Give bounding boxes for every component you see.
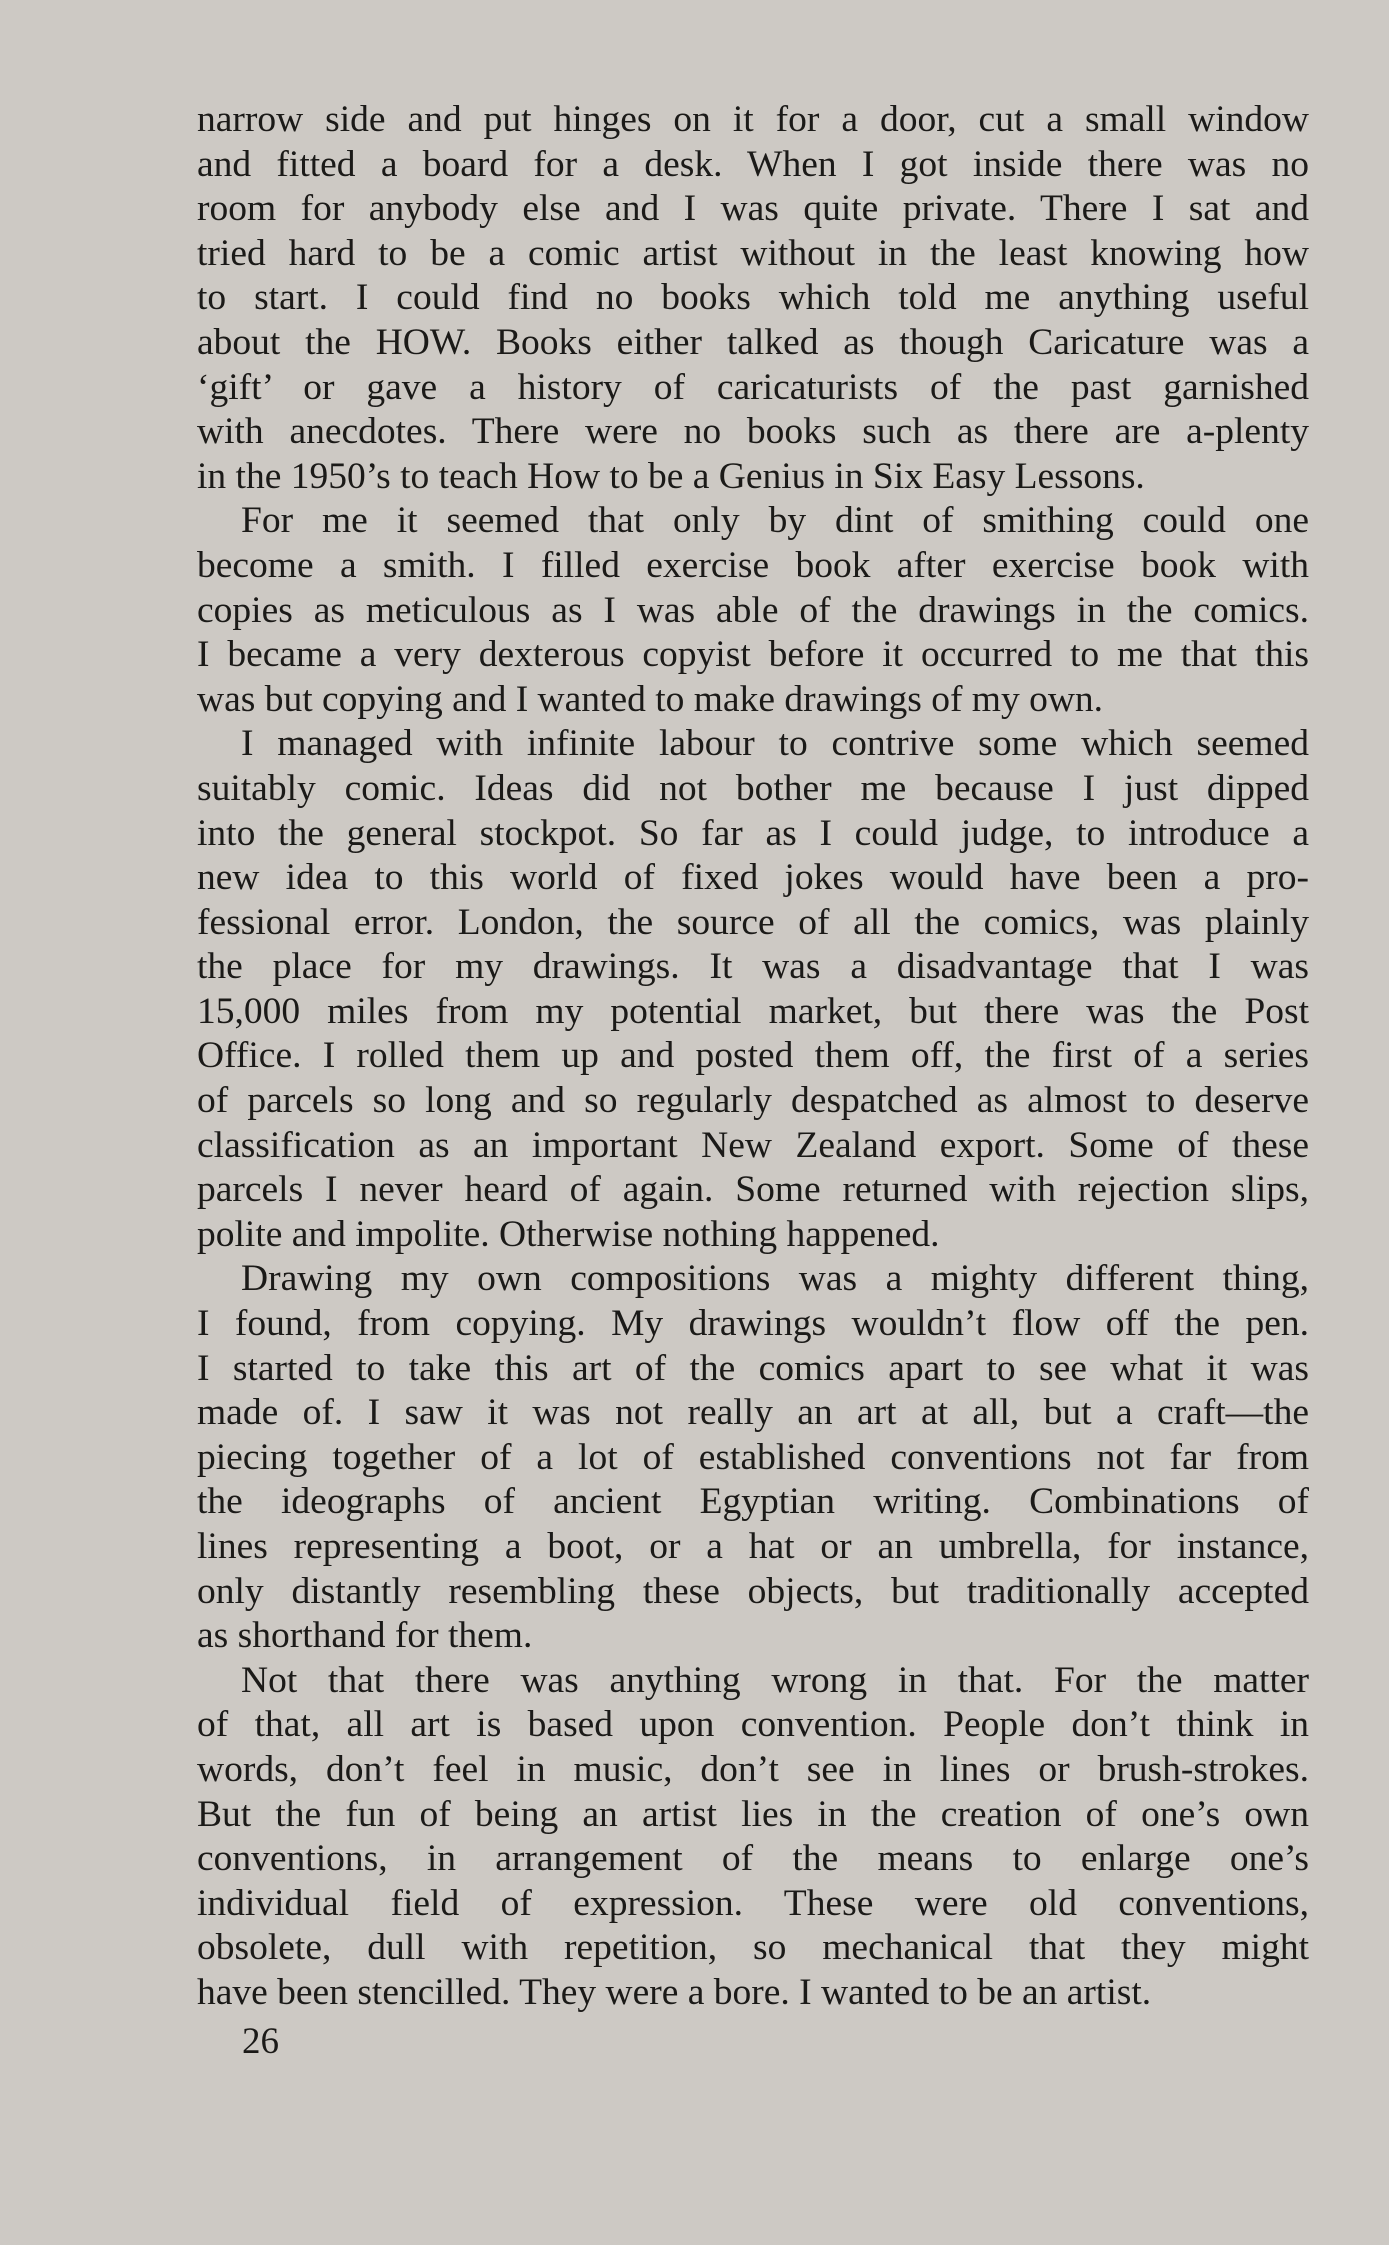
text-line: Not that there was anything wrong in that. For the matter [241,1659,1309,1701]
text-line: words, don’t feel in music, don’t see in lines or brush-strokes. [197,1748,1309,1790]
text-line: the ideographs of ancient Egyptian writing. Combinations of [197,1481,1309,1523]
paragraph [197,722,1309,1257]
text-line: in the 1950’s to teach How to be a Genius in Six Easy Lessons. [197,455,1145,497]
text-line: Office. I rolled them up and posted them off, the first of a series [197,1035,1309,1077]
page-number: 26 [242,2021,279,2062]
text-line: For me it seemed that only by dint of smithing could one [241,500,1309,542]
text-line: with anecdotes. There were no books such as there are a-plenty [197,411,1309,453]
text-line: narrow side and put hinges on it for a door, cut a small window [197,99,1309,140]
text-line: was but copying and I wanted to make drawings of my own. [197,678,1104,720]
paragraph [197,1659,1309,2016]
text-line: the place for my drawings. It was a disadvantage that I was [197,946,1309,988]
text-line: classification as an important New Zealand export. Some of these [197,1124,1309,1166]
text-line: piecing together of a lot of established conventions not far from [197,1436,1309,1478]
text-line: fessional error. London, the source of all the comics, was plainly [197,901,1309,943]
text-line: and fitted a board for a desk. When I got inside there was no [197,143,1309,185]
text-line: lines representing a boot, or a hat or an umbrella, for instance, [197,1526,1309,1567]
text-line: into the general stockpot. So far as I could judge, to introduce a [197,812,1309,854]
text-line: 15,000 miles from my potential market, but there was the Post [197,990,1309,1032]
text-line: become a smith. I filled exercise book after exercise book with [197,544,1309,586]
text-line: tried hard to be a comic artist without in the least knowing how [197,232,1309,274]
paragraph [197,98,1309,499]
text-line: suitably comic. Ideas did not bother me because I just dipped [197,767,1309,809]
text-line: parcels I never heard of again. Some returned with rejection slips, [197,1169,1309,1211]
text-line: of parcels so long and so regularly despatched as almost to deserve [197,1080,1309,1122]
text-line: individual field of expression. These were old conventions, [197,1882,1309,1924]
text-line: to start. I could find no books which told me anything useful [197,277,1309,319]
text-line: I found, from copying. My drawings wouldn’t flow off the pen. [197,1303,1309,1345]
text-line: new idea to this world of fixed jokes would have been a pro- [197,857,1309,899]
text-line: as shorthand for them. [197,1615,533,1657]
body-text [197,98,1309,2016]
text-line: Drawing my own compositions was a mighty different thing, [241,1258,1309,1300]
text-line: made of. I saw it was not really an art at all, but a craft—the [197,1392,1309,1434]
text-line: of that, all art is based upon convention. People don’t think in [197,1704,1309,1746]
text-line: room for anybody else and I was quite private. There I sat and [197,188,1309,230]
text-line: I started to take this art of the comics apart to see what it was [197,1347,1309,1389]
text-line: copies as meticulous as I was able of the drawings in the comics. [197,589,1309,631]
text-line: polite and impolite. Otherwise nothing happened. [197,1213,940,1255]
text-line: only distantly resembling these objects, but traditionally accepted [197,1570,1309,1612]
text-line: have been stencilled. They were a bore. I wanted to be an artist. [197,1971,1152,2013]
text-line: obsolete, dull with repetition, so mechanical that they might [197,1927,1309,1969]
text-line: I managed with infinite labour to contrive some which seemed [241,723,1309,765]
text-line: I became a very dexterous copyist before it occurred to me that this [197,634,1309,676]
text-line: ‘gift’ or gave a history of caricaturists of the past garnished [197,366,1309,408]
text-line: But the fun of being an artist lies in the creation of one’s own [197,1793,1309,1835]
paragraph [197,1257,1309,1658]
text-line: about the HOW. Books either talked as though Caricature was a [197,321,1309,363]
text-line: conventions, in arrangement of the means to enlarge one’s [197,1838,1309,1880]
paragraph [197,499,1309,722]
